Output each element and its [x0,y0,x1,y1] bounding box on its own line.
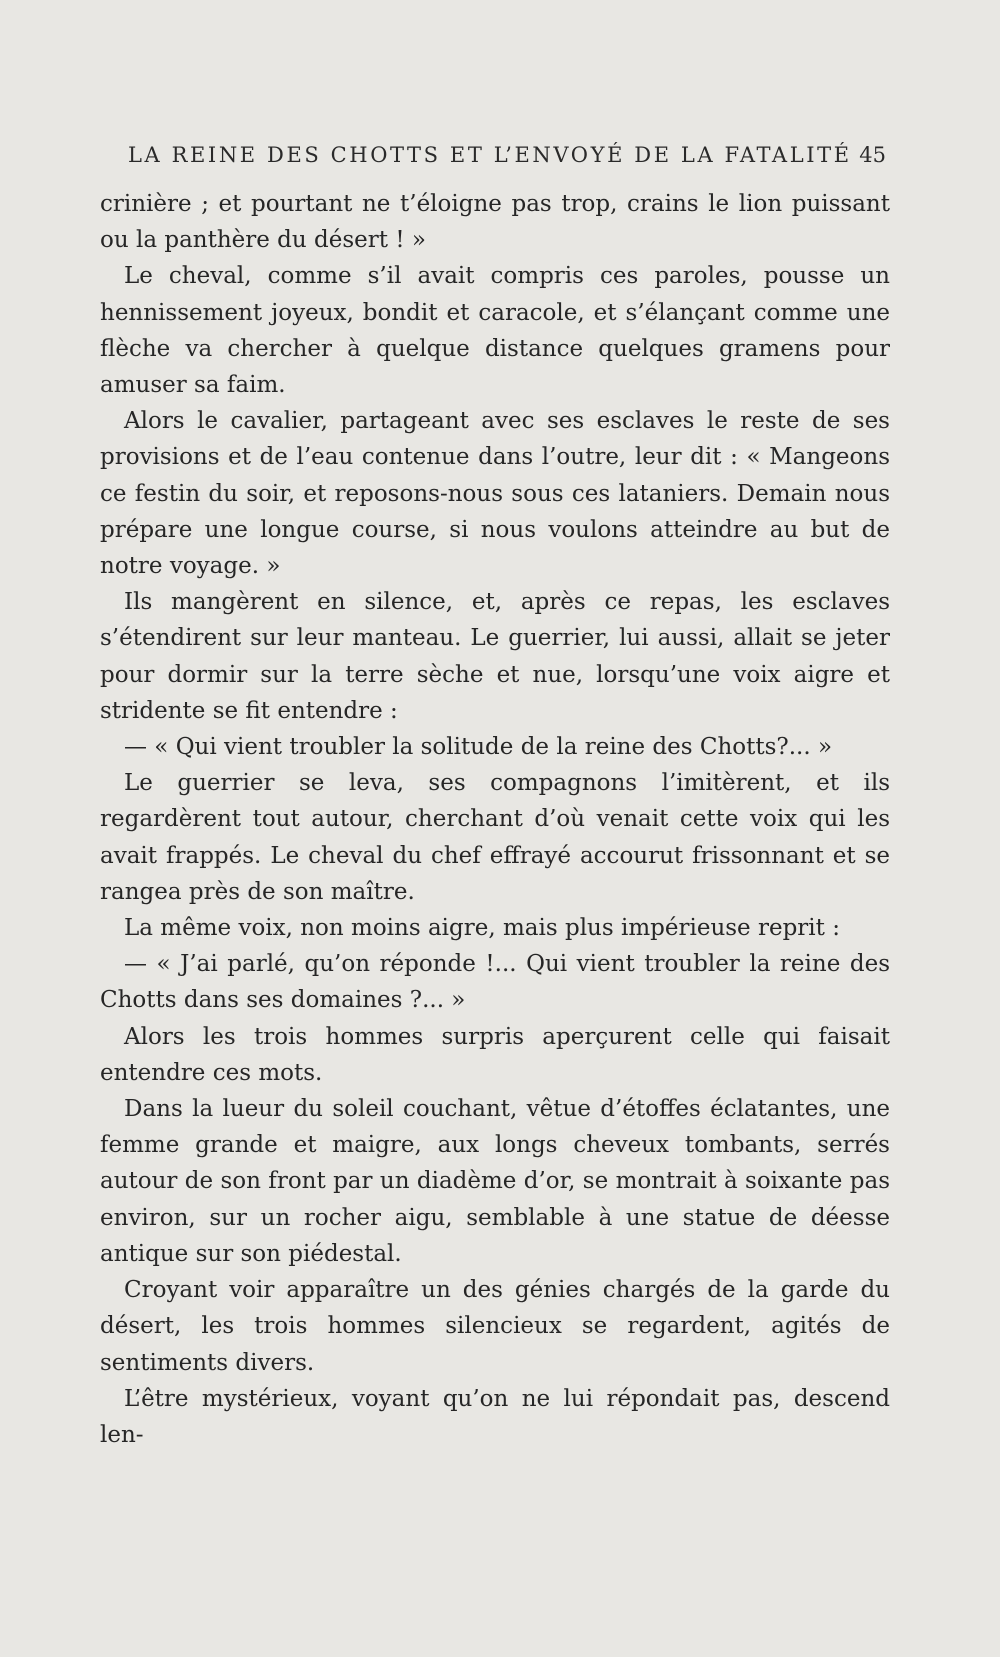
paragraph: Le guerrier se leva, ses compagnons l’imitèrent, et ils regardèrent tout autour, cherchant d’où venait cette voix qui les avait frappés. Le cheval du chef effrayé accourut frissonnant et se rangea près de son maître. [100,770,890,905]
paragraph: Alors le cavalier, partageant avec ses esclaves le reste de ses provisions et de l’eau contenue dans l’outre, leur dit : « Mangeons ce festin du soir, et reposons-nous sous ces lataniers. Demain nous prépare une longue course, si nous voulons atteindre au but de notre voyage. » [100,408,890,580]
dialogue-line: — « J’ai parlé, qu’on réponde !... Qui vient troubler la reine des Chotts dans ses domaines ?... » [100,951,890,1014]
paragraph: crinière ; et pourtant ne t’éloigne pas trop, crains le lion puissant ou la panthère du désert ! » [100,191,890,254]
paragraph: Ils mangèrent en silence, et, après ce repas, les esclaves s’étendirent sur leur manteau. Le guerrier, lui aussi, allait se jeter pour dormir sur la terre sèche et nue, lorsqu’une voix aigre et stridente se fit entendre : [100,589,890,724]
paragraph: La même voix, non moins aigre, mais plus impérieuse reprit : [124,915,840,942]
body-text [100,186,890,1453]
running-head [128,143,886,167]
paragraph: Dans la lueur du soleil couchant, vêtue d’étoffes éclatantes, une femme grande et maigre, aux longs cheveux tombants, serrés autour de son front par un diadème d’or, se montrait à soixante pas environ, sur un rocher aigu, semblable à une statue de déesse antique sur son piédestal. [100,1096,890,1267]
paragraph: Croyant voir apparaître un des génies chargés de la garde du désert, les trois hommes silencieux se regardent, agités de sentiments divers. [100,1277,890,1376]
paragraph: Le cheval, comme s’il avait compris ces paroles, pousse un hennissement joyeux, bondit et caracole, et s’élançant comme une flèche va chercher à quelque distance quelques gramens pour amuser sa faim. [100,263,890,399]
paragraph: L’être mystérieux, voyant qu’on ne lui répondait pas, descend len- [100,1385,890,1448]
page-number: 45 [859,143,886,167]
dialogue-line: — « Qui vient troubler la solitude de la reine des Chotts?... » [124,734,833,761]
paragraph: Alors les trois hommes surpris aperçurent celle qui faisait entendre ces mots. [100,1023,890,1086]
running-title: LA REINE DES CHOTTS ET L’ENVOYÉ DE LA FATALITÉ [128,143,852,167]
